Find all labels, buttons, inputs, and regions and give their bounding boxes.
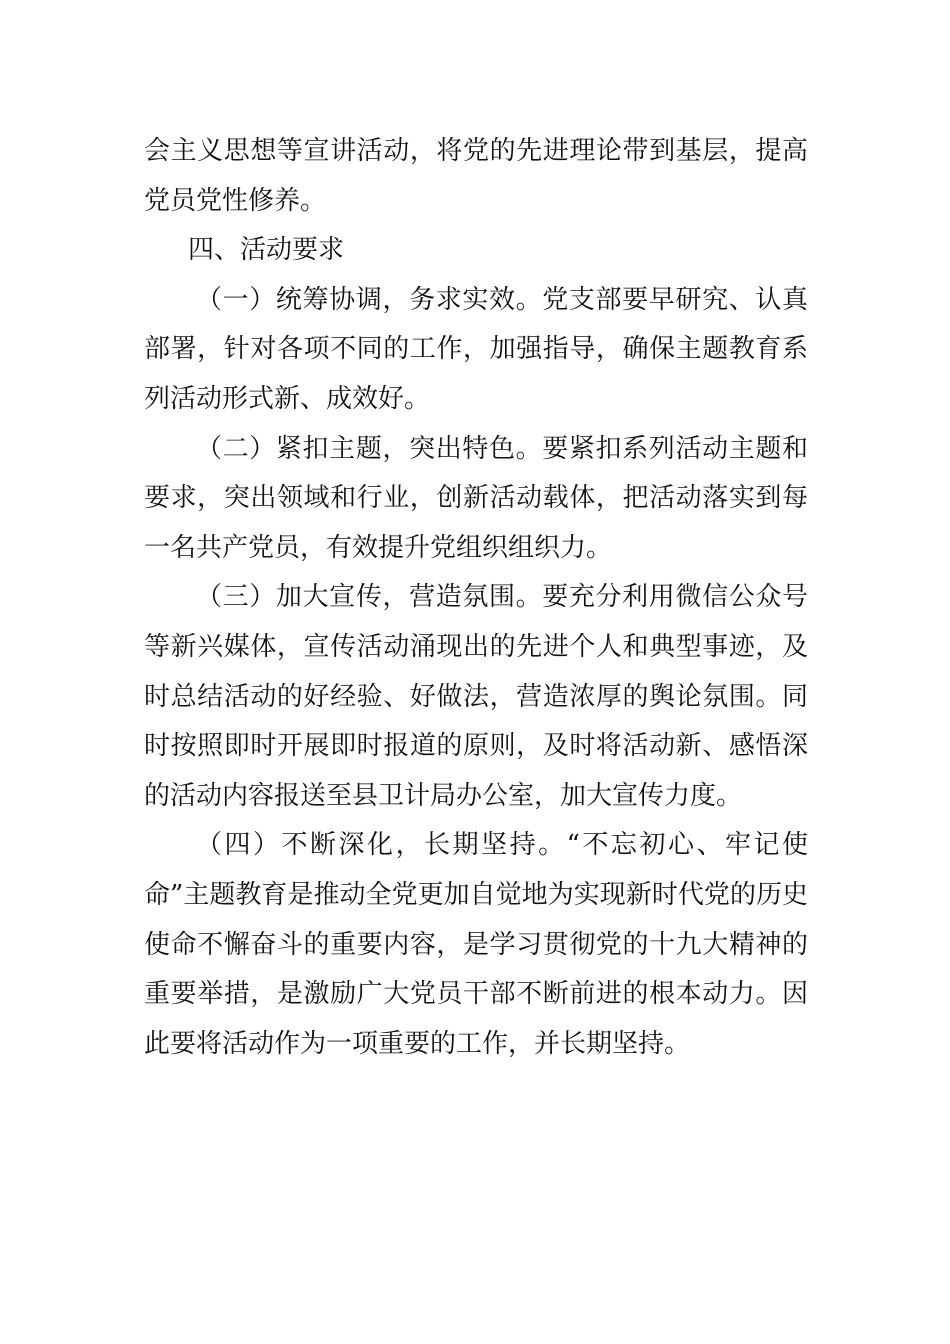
paragraph-continuation: 会主义思想等宣讲活动，将党的先进理论带到基层，提高党员党性修养。 <box>144 136 808 216</box>
paragraph-requirement-2: （二）紧扣主题，突出特色。要紧扣系列活动主题和要求，突出领域和行业，创新活动载体，把活动落实到每一名共产党员，有效提升党组织组织力。 <box>144 433 808 563</box>
document-body <box>144 127 808 1069</box>
paragraph-requirement-1: （一）统筹协调，务求实效。党支部要早研究、认真部署，针对各项不同的工作，加强指导，确保主题教育系列活动形式新、成效好。 <box>144 284 808 414</box>
paragraph-requirement-3: （三）加大宣传，营造氛围。要充分利用微信公众号等新兴媒体，宣传活动涌现出的先进个人和典型事迹，及时总结活动的好经验、好做法，营造浓厚的舆论氛围。同时按照即时开展即时报道的原则，及时将活动新、感悟深的活动内容报送至县卫计局办公室，加大宣传力度。 <box>144 582 808 811</box>
section-heading-activity-requirements: 四、活动要求 <box>188 235 345 266</box>
paragraph-requirement-4: （四）不断深化，长期坚持。“不忘初心、牢记使命”主题教育是推动全党更加自觉地为实现新时代党的历史使命不懈奋斗的重要内容，是学习贯彻党的十九大精神的重要举措，是激励广大党员干部不断前进的根本动力。因此要将活动作为一项重要的工作，并长期坚持。 <box>144 830 808 1059</box>
